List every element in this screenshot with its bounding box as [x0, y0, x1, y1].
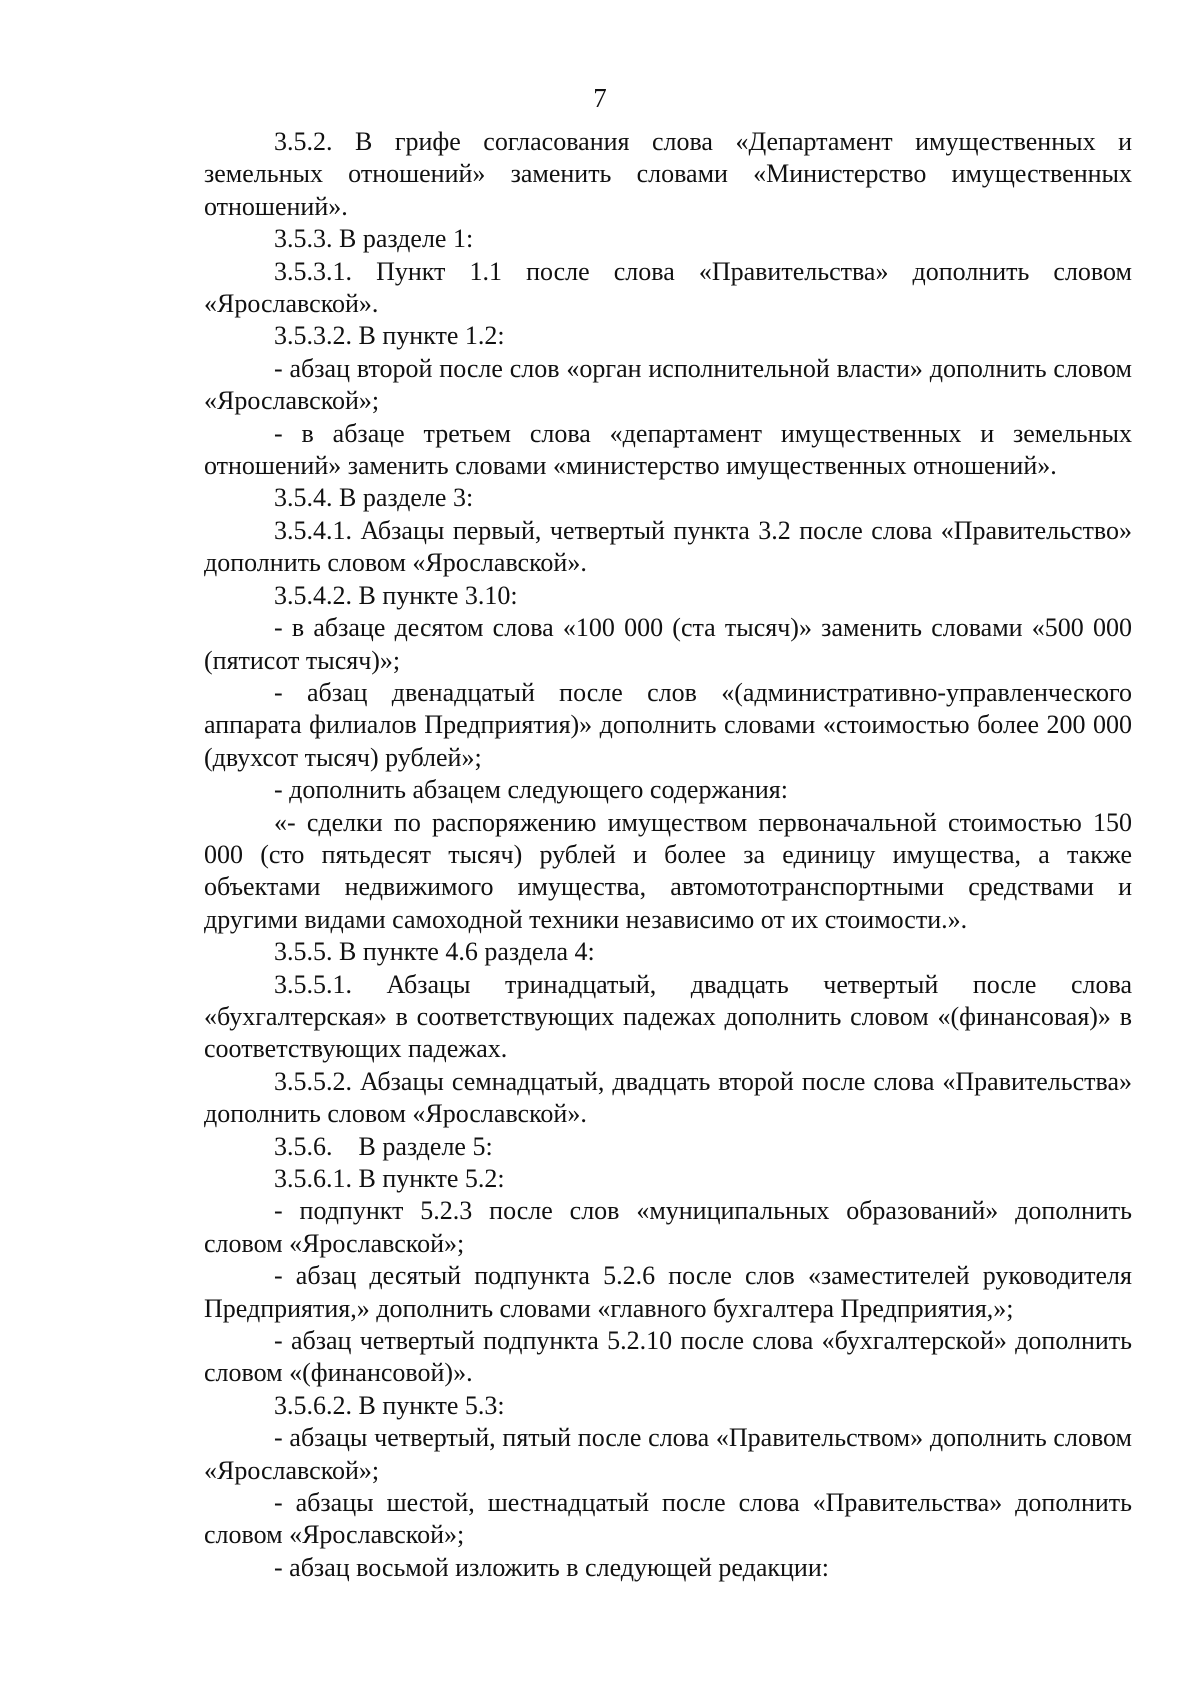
page-number: 7 [593, 83, 607, 113]
paragraph-3-5-3: 3.5.3. В разделе 1: [274, 224, 474, 254]
paragraph-item: - абзацы шестой, шестнадцатый после слова «Правительства» дополнить словом «Ярославской»; [204, 1488, 1132, 1550]
paragraph-item: - в абзаце десятом слова «100 000 (ста тысяч)» заменить словами «500 000 (пятисот тысяч)»; [204, 613, 1132, 675]
paragraph-3-5-5: 3.5.5. В пункте 4.6 раздела 4: [274, 937, 595, 967]
paragraph-item: - дополнить абзацем следующего содержания: [274, 775, 788, 805]
paragraph-3-5-4-2: 3.5.4.2. В пункте 3.10: [274, 580, 518, 610]
paragraph-item: - абзац четвертый подпункта 5.2.10 после слова «бухгалтерской» дополнить словом «(финансовой)». [204, 1326, 1132, 1388]
paragraph-quote: «- сделки по распоряжению имуществом первоначальной стоимостью 150 000 (сто пятьдесят тысяч) рублей и более за единицу имущества, а также объектами недвижимого имущества, автомототранспортными средствами и другими видами самоходной техники независимо от их стоимости.». [204, 807, 1132, 934]
paragraph-3-5-4: 3.5.4. В разделе 3: [274, 483, 474, 513]
paragraph-item: - абзац восьмой изложить в следующей редакции: [274, 1552, 829, 1582]
paragraph-item: - абзацы четвертый, пятый после слова «Правительством» дополнить словом «Ярославской»; [204, 1423, 1132, 1485]
paragraph-3-5-6-1: 3.5.6.1. В пункте 5.2: [274, 1164, 505, 1193]
paragraph-3-5-3-2: 3.5.3.2. В пункте 1.2: [274, 321, 505, 351]
paragraph-item: - подпункт 5.2.3 после слов «муниципальных образований» дополнить словом «Ярославской»; [204, 1196, 1132, 1258]
paragraph-item: - абзац двенадцатый после слов «(административно-управленческого аппарата филиалов Предприятия)» дополнить словами «стоимостью более 200 000 (двухсот тысяч) рублей»; [204, 677, 1132, 772]
paragraph-3-5-5-2: 3.5.5.2. Абзацы семнадцатый, двадцать второй после слова «Правительства» дополнить словом «Ярославской». [204, 1066, 1132, 1129]
paragraph-3-5-6: 3.5.6. В разделе 5: [274, 1131, 493, 1161]
paragraph-item: - в абзаце третьем слова «департамент имущественных и земельных отношений» заменить словами «министерство имущественных отношений». [204, 418, 1132, 481]
paragraph-item: - абзац десятый подпункта 5.2.6 после слов «заместителей руководителя Предприятия,» дополнить словами «главного бухгалтера Предприятия,»; [204, 1261, 1132, 1323]
paragraph-3-5-6-2: 3.5.6.2. В пункте 5.3: [274, 1390, 505, 1420]
paragraph-3-5-3-1: 3.5.3.1. Пункт 1.1 после слова «Правительства» дополнить словом «Ярославской». [204, 256, 1132, 319]
paragraph-3-5-2: 3.5.2. В грифе согласования слова «Департамент имущественных и земельных отношений» заменить словами «Министерство имущественных отношений». [204, 127, 1132, 221]
paragraph-3-5-4-1: 3.5.4.1. Абзацы первый, четвертый пункта 3.2 после слова «Правительство» дополнить словом «Ярославской». [204, 515, 1132, 578]
paragraph-item: - абзац второй после слов «орган исполнительной власти» дополнить словом «Ярославской»; [204, 353, 1132, 416]
document-body [204, 126, 1132, 1584]
paragraph-3-5-5-1: 3.5.5.1. Абзацы тринадцатый, двадцать четвертый после слова «бухгалтерская» в соответствующих падежах дополнить словом «(финансовая)» в соответствующих падежах. [204, 969, 1132, 1064]
